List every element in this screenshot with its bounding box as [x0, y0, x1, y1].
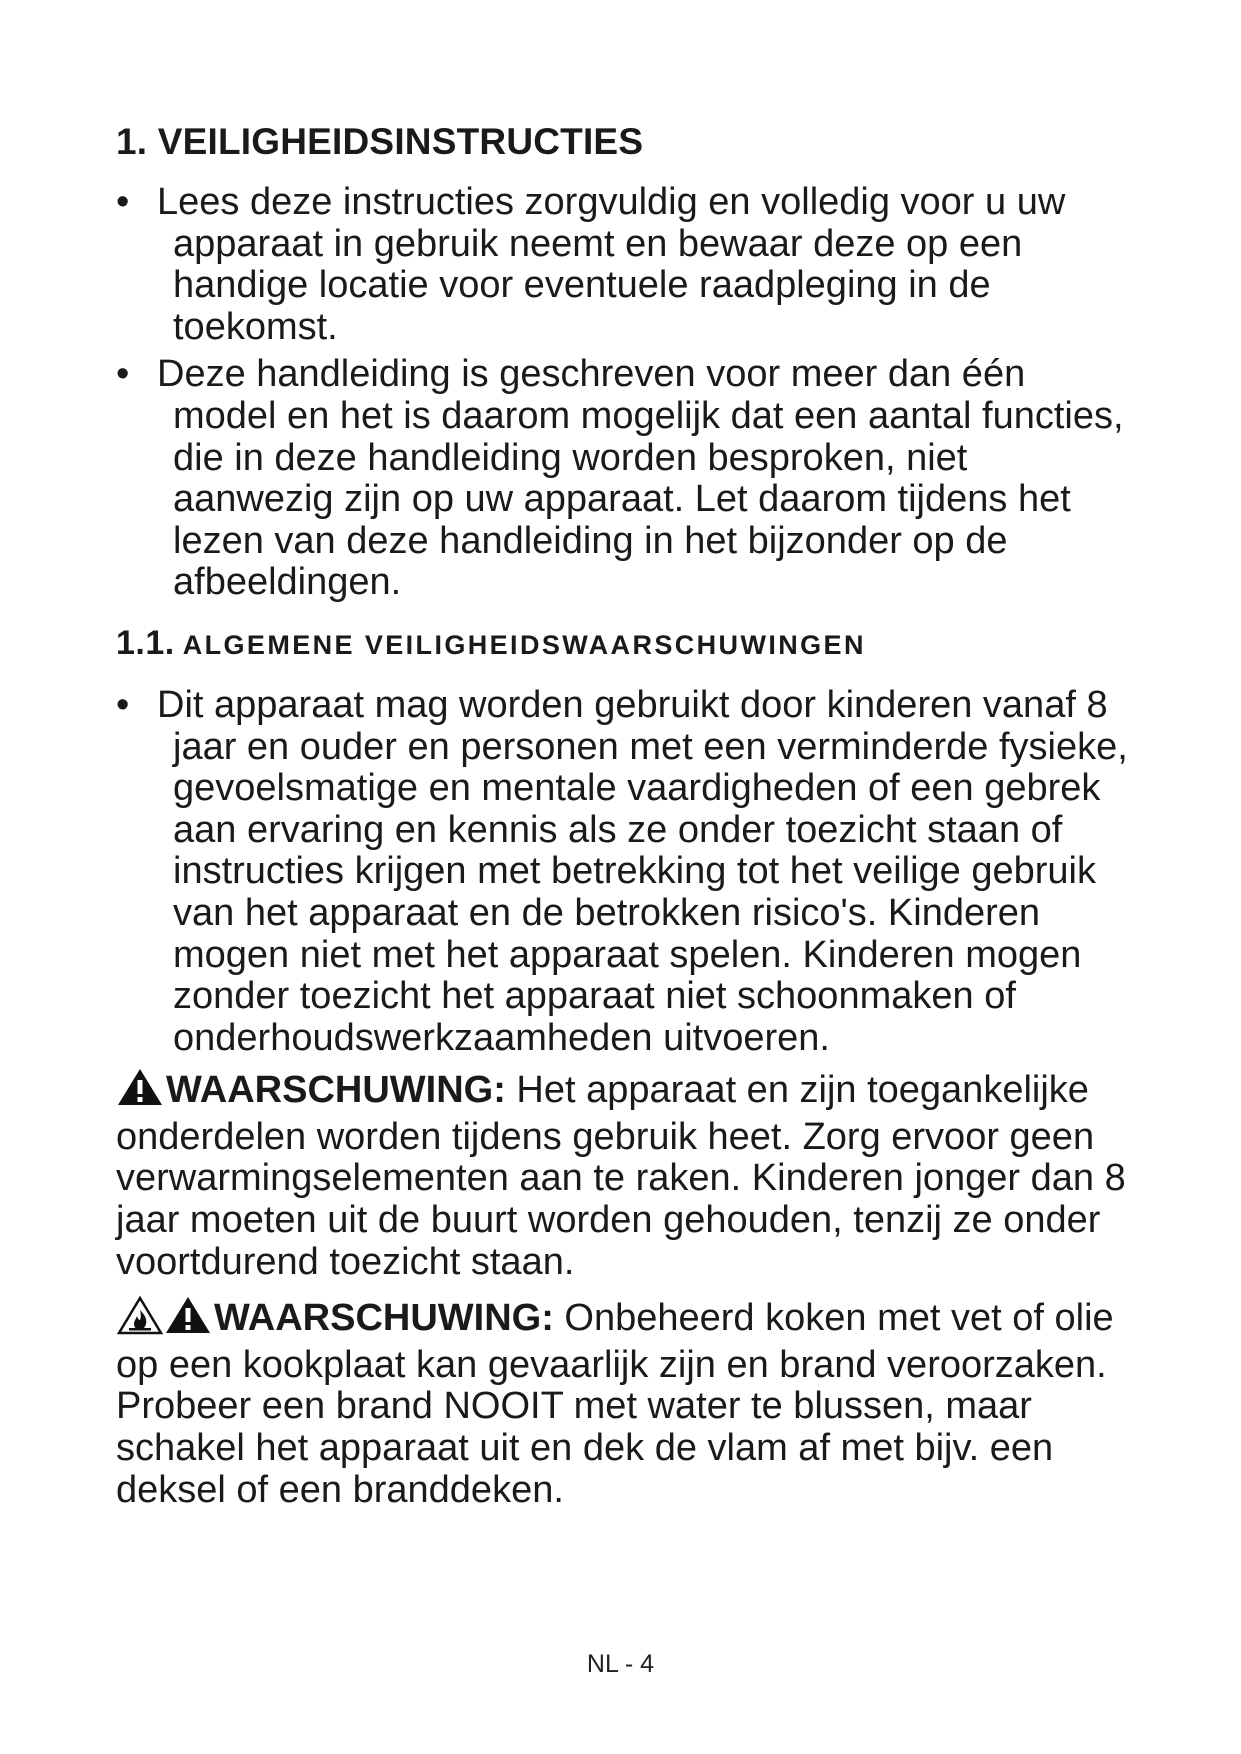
- list-item: [116, 354, 1136, 604]
- warning-label: WAARSCHUWING:: [166, 1069, 506, 1112]
- bullet-icon: •: [116, 181, 130, 223]
- warning-text: Onbeheerd koken met vet of olie op een kookplaat kan gevaarlijk zijn en brand veroorzaken. Probeer een brand NOOIT met water te blussen, maar schakel het apparaat uit en dek de vlam af met bijv. een deksel of een branddeken.: [116, 1297, 1114, 1511]
- document-page: [116, 120, 1136, 1523]
- list-item: [116, 182, 1136, 348]
- subsection-heading: [116, 624, 1136, 663]
- bullet-icon: •: [116, 683, 130, 726]
- warning-triangle-icon: [164, 1295, 212, 1335]
- warning-text: Het apparaat en zijn toegankelijke onderdelen worden tijdens gebruik heet. Zorg ervoor geen verwarmingselementen aan te raken. Kinderen jonger dan 8 jaar moeten uit de buurt worden gehouden, tenzij ze onder voortdurend toezicht staan.: [116, 1069, 1126, 1283]
- fire-hazard-icon: [116, 1295, 164, 1335]
- bullet-icon: •: [116, 353, 130, 396]
- warning-block: [116, 1067, 1136, 1283]
- page-number: NL - 4: [586, 1650, 655, 1678]
- section-title: 1. VEILIGHEIDSINSTRUCTIES: [116, 121, 644, 162]
- list-item-text: Lees deze instructies zorgvuldig en volledig voor u uw apparaat in gebruik neemt en bewaar deze op een handige locatie voor eventuele raadpleging in de toekomst.: [157, 181, 1066, 348]
- subsection-title: ALGEMENE VEILIGHEIDSWAARSCHUWINGEN: [182, 629, 866, 660]
- subsection-number: 1.1.: [116, 623, 175, 662]
- warning-label: WAARSCHUWING:: [214, 1297, 554, 1340]
- list-item-text: Dit apparaat mag worden gebruikt door kinderen vanaf 8 jaar en ouder en personen met een verminderde fysieke, gevoelsmatige en mentale vaardigheden of een gebrek aan ervaring en kennis als ze onder toezicht staan of instructies krijgen met betrekking tot het veilige gebruik van het apparaat en de betrokken risico's. Kinderen mogen niet met het apparaat spelen. Kinderen mogen zonder toezicht het apparaat niet schoonmaken of onderhoudswerkzaamheden uitvoeren.: [157, 683, 1128, 1059]
- warning-block: [116, 1295, 1136, 1511]
- warning-icons: [116, 1067, 164, 1117]
- warning-icons: [116, 1295, 212, 1345]
- warning-triangle-icon: [116, 1067, 164, 1107]
- list-item: [116, 685, 1136, 1059]
- list-item-text: Deze handleiding is geschreven voor meer dan één model en het is daarom mogelijk dat een aantal functies, die in deze handleiding worden besproken, niet aanwezig zijn op uw apparaat. Let daarom tijdens het lezen van deze handleiding in het bijzonder op de afbeeldingen.: [157, 353, 1124, 604]
